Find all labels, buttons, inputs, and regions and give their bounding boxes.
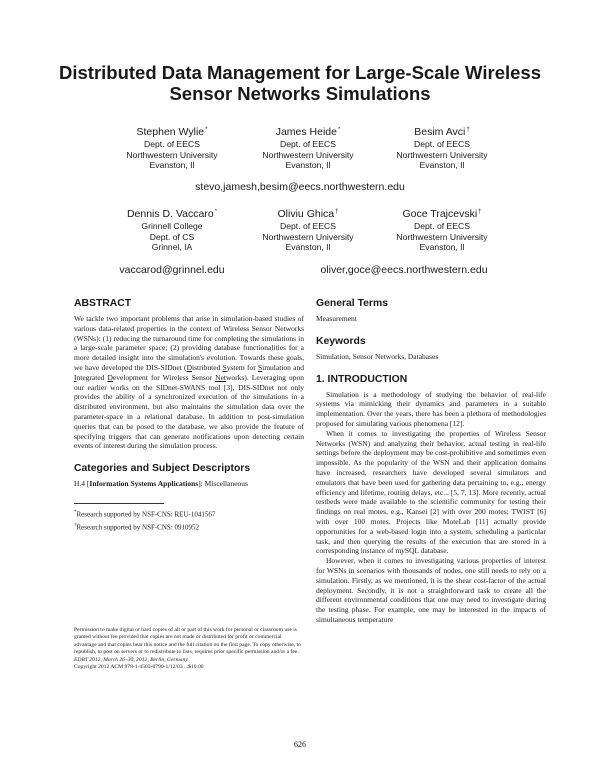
intro-paragraph-1: Simulation is a methodology of studying the behavior of real-life systems via mimicking their dynamics and parameters in a suitable implementation. Over the years, there has been a plethora of methodologies proposed for simulating various phenomena [12]. bbox=[316, 389, 546, 428]
permission-notice bbox=[74, 627, 304, 671]
author-footnote-mark: † bbox=[335, 209, 339, 215]
author-dept: Dept. of EECS bbox=[280, 139, 336, 149]
general-terms-text: Measurement bbox=[316, 314, 357, 323]
author-location: Evanston, Il bbox=[419, 160, 465, 170]
abstract-heading: ABSTRACT bbox=[74, 298, 132, 309]
footnote: †Research supported by NSF-CNS: 0910952 bbox=[74, 523, 199, 532]
author-name: Goce Trajcevski bbox=[402, 208, 478, 220]
page-number: 626 bbox=[294, 740, 306, 749]
author-footnote-mark: † bbox=[478, 209, 482, 215]
abstract-text: We tackle two important problems that arise in simulation-based studies of various data-related properties in the context of Wireless Sensor Networks (WSNs): (1) reducing the turnaround time for completing the simulations in a large-scale parameter space; (2) providing database functionalities for a more detailed insight into the simulation's evolution. Towards these goals, we have developed the DIS-SIDnet (Distributed System for Simulation and Integrated Development for Wireless Sensor Networks). Leveraging upon our earlier works on the SIDnet-SWANS tool [3], DIS-SIDnet not only provides the ability of a synchronized execution of the simulations in a distributed environment, but also maintains the simulation data over the parameter-space in a relational database. In addition to post-simulation queries that can be posed to the database, we also provide the feature of specifying triggers that can generate notifications upon detecting certain events of interest during the simulation process. bbox=[74, 314, 305, 451]
paper-title bbox=[40, 62, 560, 104]
title-line-1: Distributed Data Management for Large-Scale Wireless bbox=[59, 62, 541, 83]
keywords-text: Simulation, Sensor Networks, Databases bbox=[316, 351, 439, 361]
left-column bbox=[74, 298, 304, 534]
author-name: Stephen Wylie bbox=[136, 126, 205, 138]
author-footnote-mark: † bbox=[466, 127, 470, 133]
author-location: Evanston, Il bbox=[285, 160, 331, 170]
author-name: James Heide bbox=[275, 126, 337, 138]
author-dept: Dept. of EECS bbox=[414, 221, 470, 231]
author-org: Northwestern University bbox=[396, 231, 488, 242]
author-location: Evanston, Il bbox=[419, 242, 465, 252]
title-line-2: Sensor Networks Simulations bbox=[169, 83, 431, 104]
author-org: Northwestern University bbox=[262, 149, 354, 160]
right-column bbox=[316, 298, 546, 625]
copyright-line: Copyright 2012 ACM 978-1-4503-0790-1/12/03 ...$10.00 bbox=[74, 664, 204, 671]
author-name: Oliviu Ghica bbox=[277, 208, 335, 220]
author-name: Dennis D. Vaccaro bbox=[126, 208, 214, 220]
author-footnote-mark: * bbox=[214, 209, 218, 215]
introduction-heading: 1. INTRODUCTION bbox=[316, 373, 408, 385]
email-row-2-left: vaccarod@grinnel.edu bbox=[119, 264, 225, 276]
author-block bbox=[352, 126, 532, 171]
footnote-divider bbox=[74, 503, 164, 504]
categories-text: H.4 [Information Systems Applications]: Miscellaneous bbox=[74, 479, 248, 489]
author-org: Northwestern University bbox=[262, 231, 354, 242]
general-terms-heading: General Terms bbox=[316, 298, 388, 309]
author-footnote-mark: * bbox=[205, 127, 208, 133]
author-org: Northwestern University bbox=[126, 149, 218, 160]
author-name: Besim Avci bbox=[414, 126, 466, 138]
author-dept: Dept. of EECS bbox=[144, 139, 200, 149]
author-dept: Dept. of EECS bbox=[280, 221, 336, 231]
footnote: *Research supported by NSF-CNS: REU-1041567 bbox=[74, 509, 216, 519]
author-block bbox=[352, 208, 532, 253]
author-dept: Dept. of EECS bbox=[414, 139, 470, 149]
author-location: Grinnel, IA bbox=[151, 242, 193, 252]
author-location: Evanston, Il bbox=[285, 242, 331, 252]
author-location: Evanston, Il bbox=[149, 160, 195, 170]
author-org: Northwestern University bbox=[396, 149, 488, 160]
email-row-2-right: oliver,goce@eecs.northwestern.edu bbox=[320, 264, 488, 276]
author-org: Dept. of CS bbox=[149, 231, 195, 242]
email-row-1: stevo,jamesh,besim@eecs.northwestern.edu bbox=[195, 181, 405, 193]
keywords-heading: Keywords bbox=[316, 335, 366, 347]
author-footnote-mark: * bbox=[337, 127, 341, 133]
venue-line: EDBT 2012, March 26–30, 2012, Berlin, Germany. bbox=[74, 656, 189, 663]
categories-heading: Categories and Subject Descriptors bbox=[74, 463, 251, 475]
intro-paragraph-2: When it comes to investigating the properties of Wireless Sensor Networks (WSN) and analyzing their behavior, actual testing in real-life settings before the deployment may be cost-prohibitive and sometimes even impossible. As the popularity of the WSN and their application domains have increased, researchers have developed several simulators and emulators that have been used for gathering data pertaining to, e.g., energy efficiency and lifetime, routing delays, etc... [5, 7, 13]. More recently, actual testbeds were made available to the scientific community for testing their findings on real motes, e.g., Kansei [2] with over 200 motes; TWIST [6] with over 100 motes. Projects like MoteLab [11] actually provide opportunities for a web-based login into a system, scheduling a particular task, and then querying the results of the execution that are stored in a corresponding instance of mySQL database. bbox=[316, 428, 546, 556]
intro-paragraph-3: However, when it comes to investigating various properties of interest for WSNs in scenarios with thousands of nodes, one still needs to rely on a simulation. Firstly, as we mentioned, it is the shear cost-factor of the actual deployment. Secondly, it is not a straightforward task to create all the different environmental conditions that one may need to investigate during the testing phase. For example, one may be interested in the impacts of simultaneous temperature bbox=[316, 556, 546, 624]
author-dept: Grinnell College bbox=[141, 221, 203, 231]
permission-text: Permission to make digital or hard copies of all or part of this work for personal or classroom use is granted without fee provided that copies are not made or distributed for profit or commercial advantage and that copies bear this notice and the full citation on the first page. To copy otherwise, to republish, to post on servers or to redistribute to lists, requires prior specific permission and/or a fee. bbox=[74, 627, 301, 656]
